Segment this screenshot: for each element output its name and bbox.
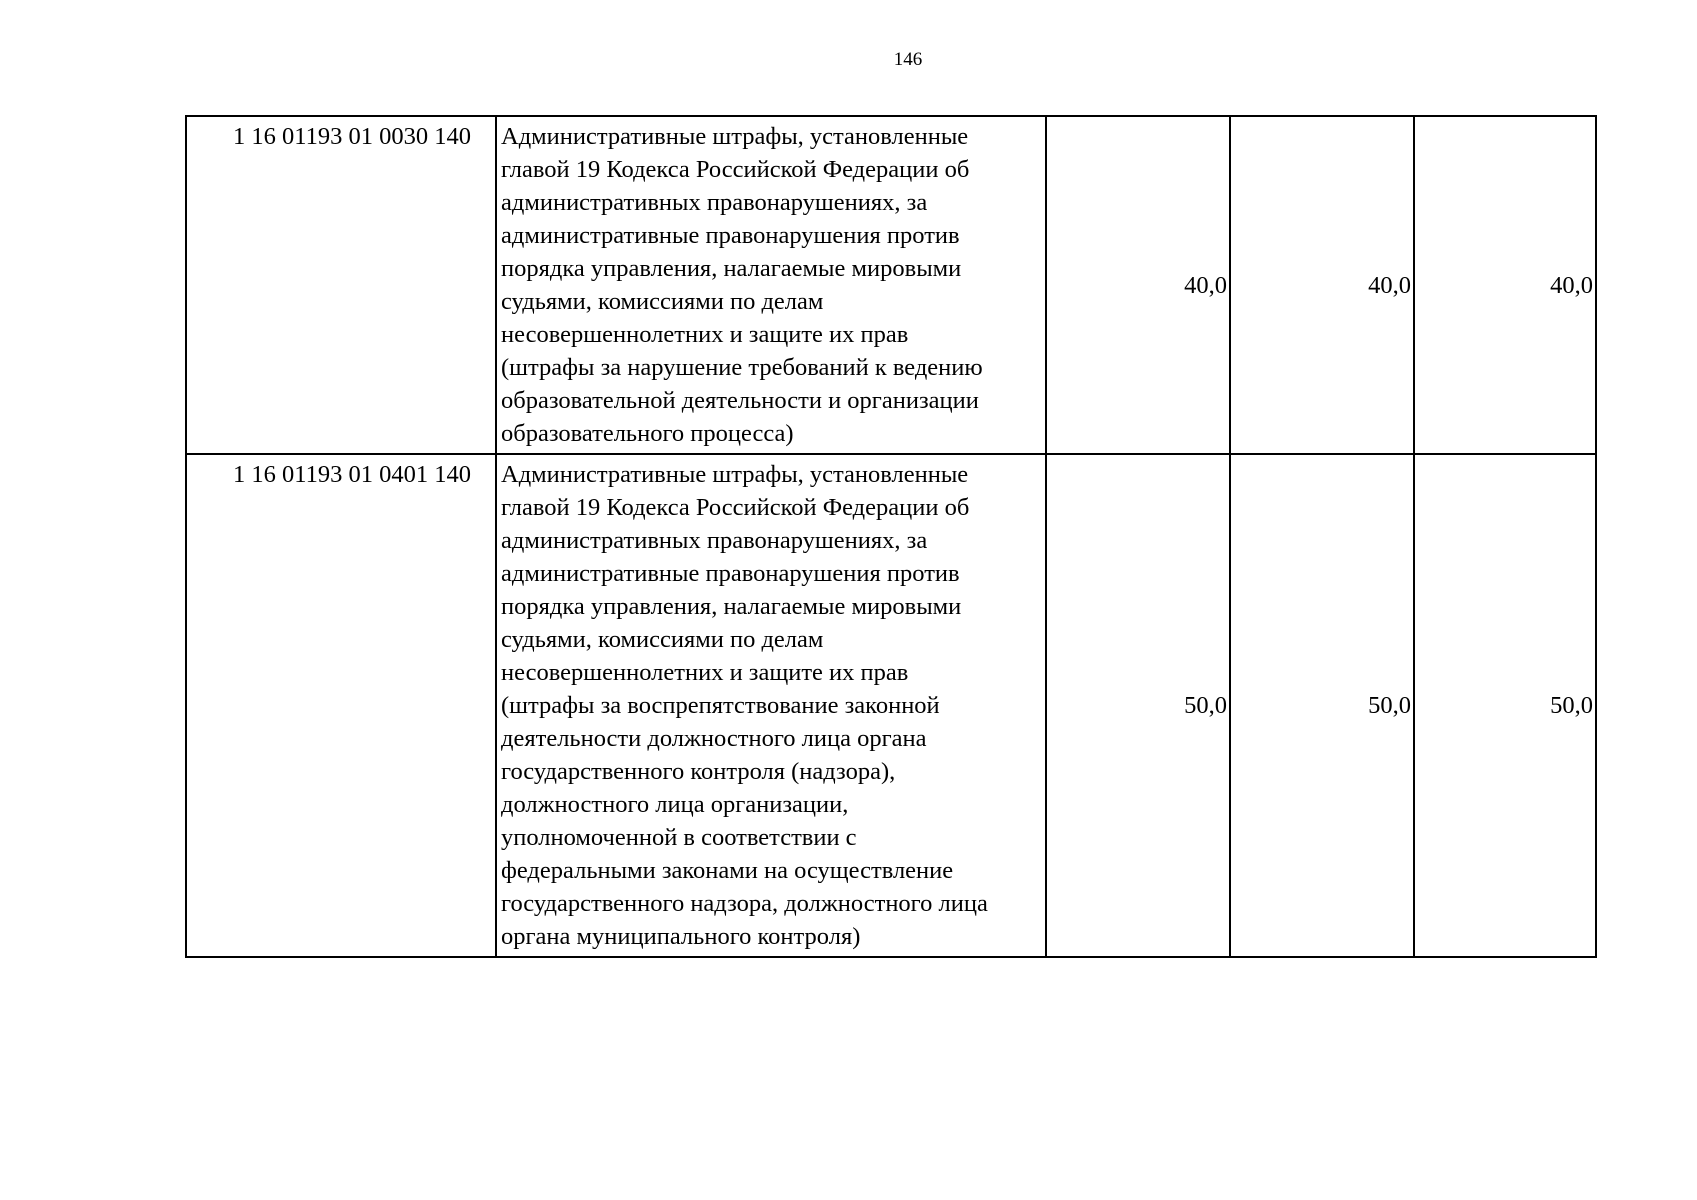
description-line: (штрафы за воспрепятствование законной bbox=[501, 692, 940, 719]
description-line: федеральными законами на осуществление bbox=[501, 857, 954, 884]
budget-table bbox=[185, 115, 1597, 958]
amount-year-1-cell: 50,0 bbox=[1046, 454, 1230, 957]
amount-year-3-cell: 40,0 bbox=[1414, 116, 1596, 454]
description-line: административных правонарушениях, за bbox=[501, 527, 928, 554]
description-line: главой 19 Кодекса Российской Федерации об bbox=[501, 156, 970, 183]
description-line: государственного контроля (надзора), bbox=[501, 758, 896, 785]
description-line: судьями, комиссиями по делам bbox=[501, 626, 824, 653]
description-line: порядка управления, налагаемые мировыми bbox=[501, 255, 962, 282]
description-line: судьями, комиссиями по делам bbox=[501, 288, 824, 315]
description-line: должностного лица организации, bbox=[501, 791, 849, 818]
page-number: 146 bbox=[893, 49, 923, 70]
description-line: порядка управления, налагаемые мировыми bbox=[501, 593, 962, 620]
description-cell bbox=[496, 116, 1046, 454]
description-line: административные правонарушения против bbox=[501, 560, 960, 587]
description-line: административных правонарушениях, за bbox=[501, 189, 928, 216]
amount-year-3-cell: 50,0 bbox=[1414, 454, 1596, 957]
budget-code-cell: 1 16 01193 01 0401 140 bbox=[186, 454, 496, 957]
description-line: органа муниципального контроля) bbox=[501, 923, 861, 950]
amount-year-2-cell: 50,0 bbox=[1230, 454, 1414, 957]
description-line: образовательного процесса) bbox=[501, 420, 794, 447]
description-line: административные правонарушения против bbox=[501, 222, 960, 249]
description-line: (штрафы за нарушение требований к ведению bbox=[501, 354, 983, 381]
description-line: Административные штрафы, установленные bbox=[501, 461, 969, 488]
description-line: образовательной деятельности и организации bbox=[501, 387, 979, 414]
budget-code-cell: 1 16 01193 01 0030 140 bbox=[186, 116, 496, 454]
description-line: главой 19 Кодекса Российской Федерации об bbox=[501, 494, 970, 521]
amount-year-2-cell: 40,0 bbox=[1230, 116, 1414, 454]
description-line: несовершеннолетних и защите их прав bbox=[501, 321, 909, 348]
table-row bbox=[186, 116, 1596, 454]
amount-year-1-cell: 40,0 bbox=[1046, 116, 1230, 454]
description-line: уполномоченной в соответствии с bbox=[501, 824, 857, 851]
description-line: государственного надзора, должностного лица bbox=[501, 890, 988, 917]
table-row bbox=[186, 454, 1596, 957]
description-line: деятельности должностного лица органа bbox=[501, 725, 927, 752]
description-line: несовершеннолетних и защите их прав bbox=[501, 659, 909, 686]
description-line: Административные штрафы, установленные bbox=[501, 123, 969, 150]
description-cell bbox=[496, 454, 1046, 957]
